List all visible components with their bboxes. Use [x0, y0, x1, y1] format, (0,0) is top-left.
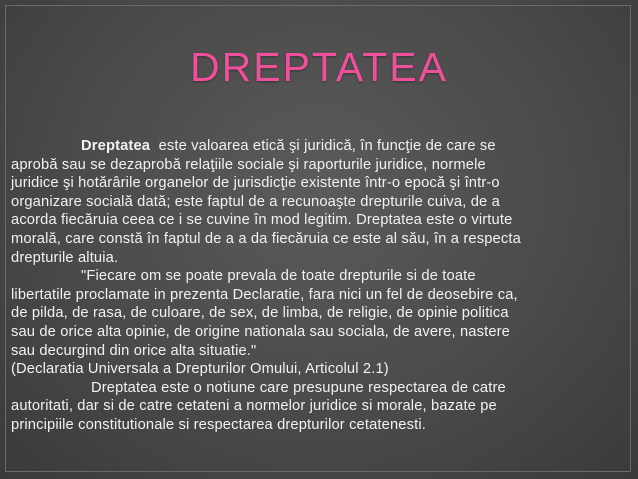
paragraph-1-line: morală, care constă în faptul de a a da fiecăruia ce este al său, în a respecta: [11, 230, 521, 247]
slide-title: DREPTATEA: [190, 44, 448, 90]
paragraph-1-line: acorda fiecăruia ceea ce i se cuvine în mod legitim. Dreptatea este o virtute: [11, 212, 513, 229]
paragraph-2-line: sau decurgind din orice alta situatie.": [11, 342, 257, 359]
paragraph-1-line: drepturile altuia.: [11, 249, 119, 266]
paragraph-2-line: sau de orice alta opinie, de origine nationala sau sociala, de avere, nastere: [11, 323, 511, 340]
paragraph-3-line: principiile constitutionale si respectarea drepturilor cetatenesti.: [11, 416, 426, 433]
paragraph-1-line: organizare socială dată; este faptul de a recunoaşte drepturile cuiva, de a: [11, 193, 500, 210]
paragraph-3-line: Dreptatea este o notiune care presupune respectarea de catre: [91, 379, 506, 396]
citation-line: (Declaratia Universala a Drepturilor Omului, Articolul 2.1): [11, 361, 389, 378]
paragraph-2-line: "Fiecare om se poate prevala de toate drepturile si de toate: [81, 268, 476, 285]
paragraph-1-line: Dreptatea este valoarea etică şi juridică, în funcţie de care se: [81, 138, 496, 154]
paragraph-3-line: autoritati, dar si de catre cetateni a normelor juridice si morale, bazate pe: [11, 398, 497, 415]
paragraph-2-line: de pilda, de rasa, de culoare, de sex, de limba, de religie, de opinie politica: [11, 305, 509, 322]
paragraph-2-line: libertatile proclamate in prezenta Declaratie, fara nici un fel de deosebire ca,: [11, 286, 518, 303]
slide-body: [11, 137, 633, 435]
paragraph-1-line: juridice şi hotărârile organelor de jurisdicţie existente într-o epocă şi într-o: [11, 175, 500, 192]
paragraph-1-line: aprobă sau se dezaprobă relaţiile sociale şi raporturile juridice, normele: [11, 156, 486, 173]
bold-term: Dreptatea: [81, 138, 151, 154]
